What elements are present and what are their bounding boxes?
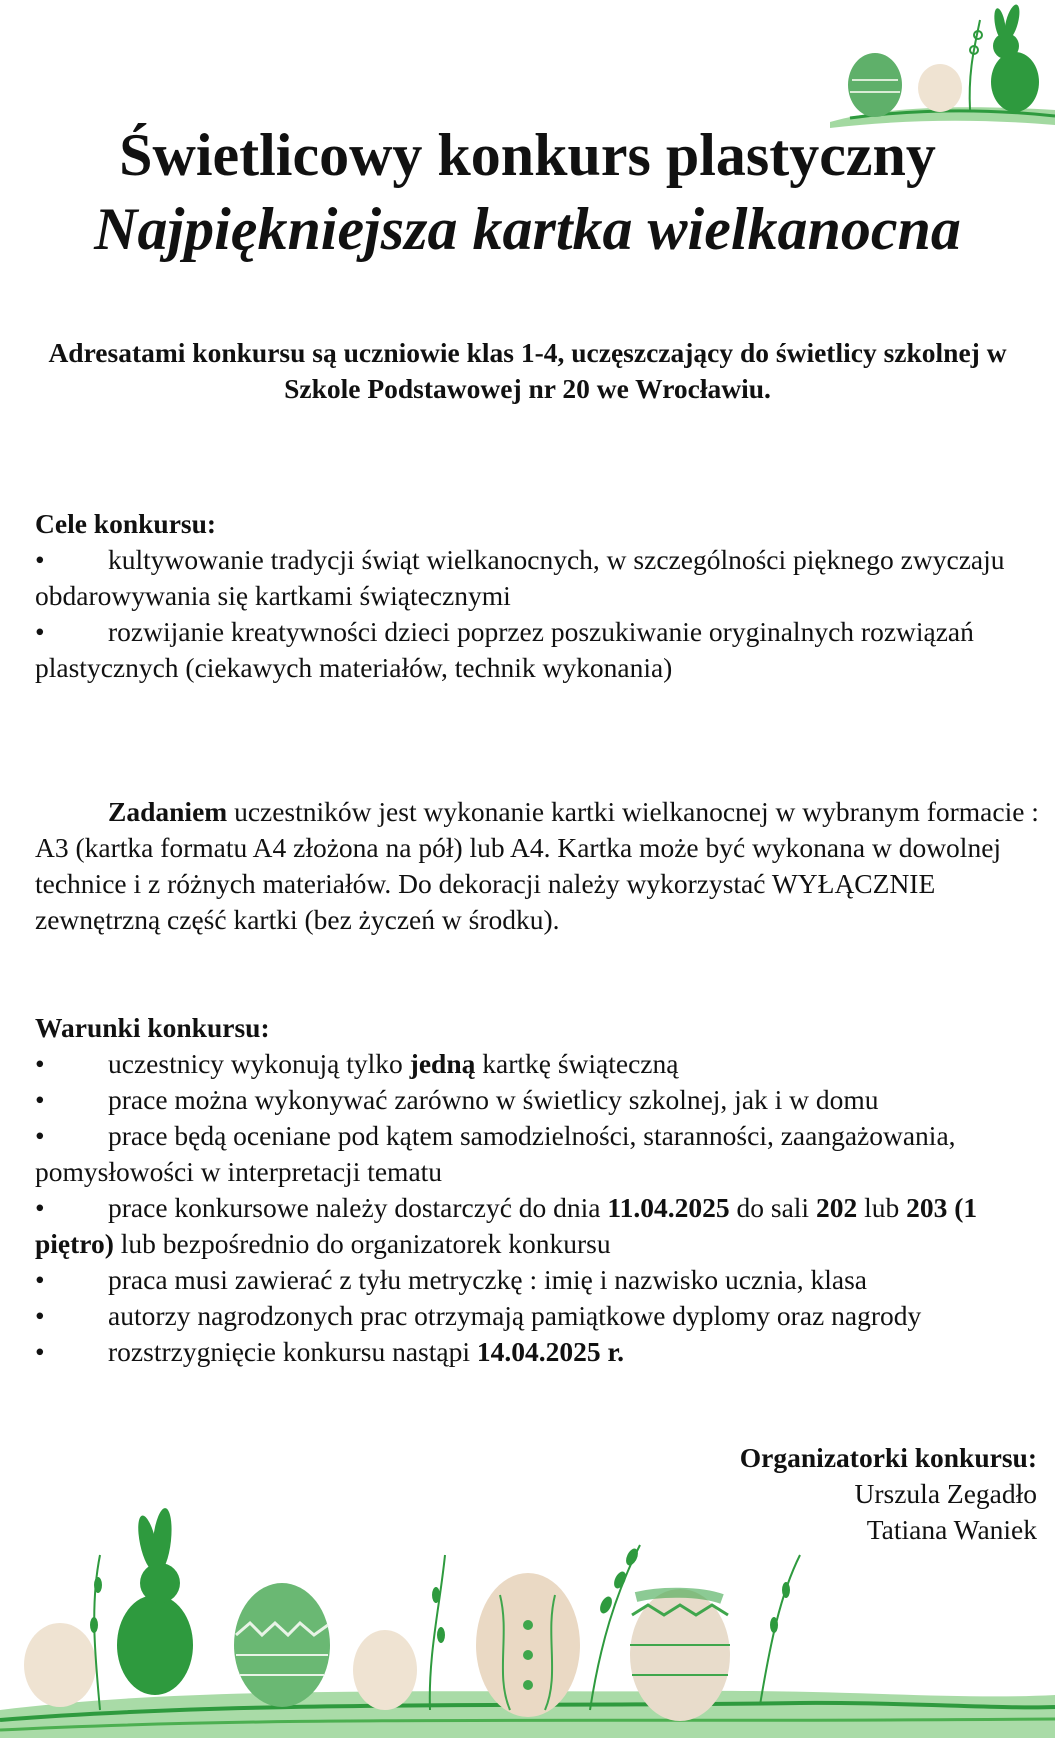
egg-icon: [234, 1583, 330, 1707]
list-item: • autorzy nagrodzonych prac otrzymają pamiątkowe dyplomy oraz nagrody: [35, 1300, 922, 1331]
title-line-2: Najpiękniejsza kartka wielkanocna: [94, 196, 961, 262]
goals-section: [35, 506, 1045, 686]
egg-icon: [476, 1573, 580, 1717]
task-paragraph: Zadaniem uczestników jest wykonanie kartki wielkanocnej w wybranym formacie : A3 (kartka formatu A4 złożona na pół) lub A4. Kartka może być wykonana w dowolnej technice i z różnych materiałów. Do dekoracji należy wykorzystać WYŁĄCZNIE zewnętrzną część kartki (bez życzeń w środku).: [35, 796, 1039, 935]
list-item: • rozstrzygnięcie konkursu nastąpi 14.04.2025 r.: [35, 1336, 625, 1367]
bullet: •: [35, 616, 45, 647]
egg-icon: [24, 1623, 96, 1707]
bullet: •: [35, 544, 45, 575]
list-item: • prace będą oceniane pod kątem samodzielności, staranności, zaangażowania, pomysłowości w interpretacji tematu: [35, 1120, 956, 1187]
list-item: • prace można wykonywać zarówno w świetlicy szkolnej, jak i w domu: [35, 1084, 879, 1115]
conditions-section: [35, 1010, 1045, 1370]
conditions-heading: Warunki konkursu:: [35, 1012, 270, 1043]
easter-decoration-bottom: [0, 1495, 1055, 1738]
list-item: • prace konkursowe należy dostarczyć do dnia 11.04.2025 do sali 202 lub 203 (1 piętro) lub bezpośrednio do organizatorek konkursu: [35, 1192, 978, 1259]
audience-text: Adresatami konkursu są uczniowie klas 1-4, uczęszczający do świetlicy szkolnej w Szkole Podstawowej nr 20 we Wrocławiu.: [48, 337, 1007, 404]
list-item: • rozwijanie kreatywności dzieci poprzez poszukiwanie oryginalnych rozwiązań plastycznych (ciekawych materiałów, technik wykonania): [35, 616, 974, 683]
egg-icon: [918, 64, 962, 112]
bunny-icon: [117, 1507, 193, 1695]
egg-icon: [630, 1589, 730, 1721]
goals-heading: Cele konkursu:: [35, 508, 217, 539]
organizers-heading: Organizatorki konkursu:: [739, 1442, 1037, 1473]
title-line-1: Świetlicowy konkurs plastyczny: [119, 122, 936, 188]
list-item: • uczestnicy wykonują tylko jedną kartkę świąteczną: [35, 1048, 679, 1079]
bunny-icon: [991, 3, 1039, 112]
list-item: • praca musi zawierać z tyłu metryczkę : imię i nazwisko ucznia, klasa: [35, 1264, 867, 1295]
egg-icon: [848, 53, 902, 117]
task-bold: Zadaniem: [108, 796, 228, 827]
organizer-name: Tatiana Waniek: [866, 1514, 1037, 1545]
list-item: • kultywowanie tradycji świąt wielkanocnych, w szczególności pięknego zwyczaju obdarowywania się kartkami świątecznymi: [35, 544, 1005, 611]
organizer-name: Urszula Zegadło: [854, 1478, 1037, 1509]
easter-decoration-top: [820, 0, 1055, 135]
egg-icon: [353, 1630, 417, 1710]
